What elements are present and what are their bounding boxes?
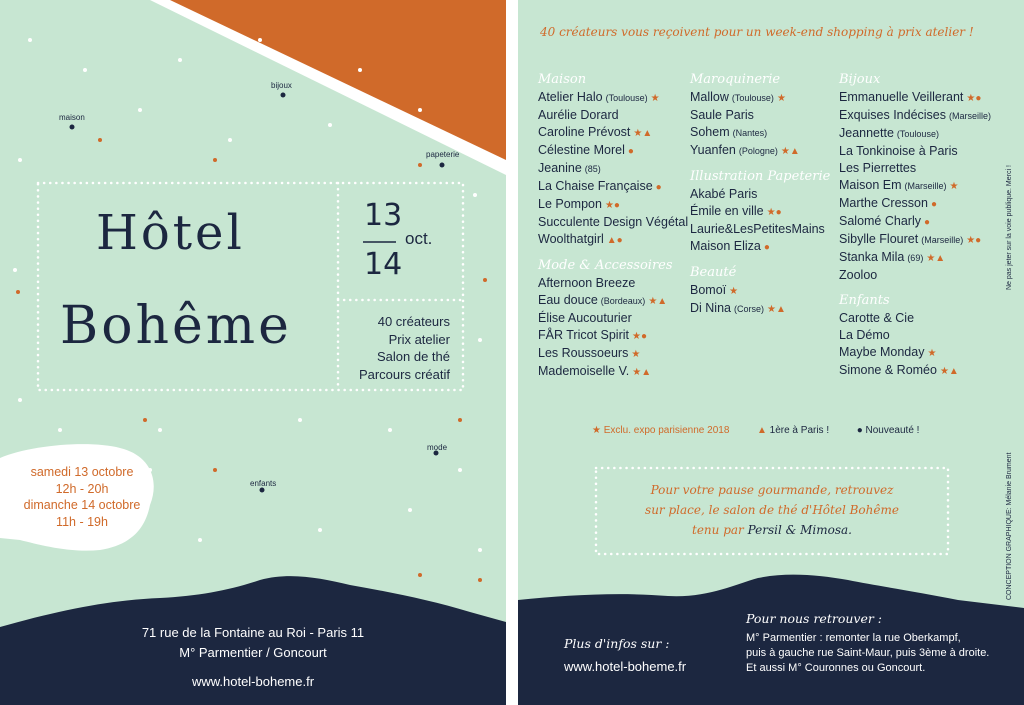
vendor-item: [839, 267, 991, 284]
vendor-name: Carotte & Cie: [839, 311, 915, 325]
category-heading: Beauté: [690, 265, 737, 280]
vendor-item: [690, 238, 830, 256]
vendor-name: Les Roussoeurs: [538, 346, 629, 360]
vendor-badge-icons: ★▲: [926, 253, 946, 264]
vendor-location: (Corse): [734, 304, 765, 314]
vendor-column-1: [538, 72, 688, 381]
vendor-badge-icons: ★▲: [780, 146, 800, 157]
directions-line: puis à gauche rue Saint-Maur, puis 3ème à droite.: [746, 647, 990, 659]
vendor-item: [839, 195, 991, 213]
vendor-badge-icons: ★: [729, 286, 739, 297]
side-notice: Ne pas jeter sur la voie publique. Merci !: [1006, 165, 1013, 290]
vendor-name: Stanka Mila: [839, 250, 905, 264]
vendor-name: Salomé Charly: [839, 214, 921, 228]
legend-dot: ● Nouveauté !: [856, 425, 920, 436]
vendor-item: [839, 362, 991, 380]
vendor-name: Sohem: [690, 125, 730, 139]
vendor-item: [690, 142, 830, 160]
vendor-badge-icons: ●: [923, 217, 931, 228]
features-list: [342, 313, 450, 383]
vendor-name: Jeannette: [839, 126, 894, 140]
vendor-badge-icons: ★▲: [648, 296, 668, 307]
vendor-item: [538, 160, 688, 178]
vendor-name: Di Nina: [690, 301, 731, 315]
vendor-item: [839, 249, 991, 267]
vendor-name: Succulente Design Végétal: [538, 215, 689, 229]
vendor-name: Maison Eliza: [690, 239, 761, 253]
directions-line: Et aussi M° Couronnes ou Goncourt.: [746, 662, 926, 674]
vendor-badge-icons: ▲●: [606, 235, 623, 246]
vendor-badge-icons: ★▲: [767, 304, 786, 315]
map-label-mode: mode: [427, 443, 448, 452]
website-link[interactable]: www.hotel-boheme.fr: [191, 674, 315, 689]
headline: 40 créateurs vous reçoivent pour un week-end shopping à prix atelier !: [540, 25, 974, 39]
find-us-label: Pour nous retrouver :: [746, 611, 883, 626]
vendor-name: Afternoon Breeze: [538, 276, 636, 290]
vendor-item: [839, 89, 991, 107]
vendor-name: Émile en ville: [690, 204, 764, 218]
feature-item: Salon de thé: [376, 349, 450, 364]
vendor-item: [538, 345, 688, 363]
date-month: oct.: [405, 229, 433, 248]
schedule-hours2: 11h - 19h: [56, 514, 108, 529]
category-heading: Bijoux: [839, 72, 881, 87]
vendor-name: Emmanuelle Veillerant: [839, 90, 964, 104]
vendor-name: Mademoiselle V.: [538, 364, 630, 378]
date-day-bottom: 14: [364, 247, 403, 282]
vendor-name: Atelier Halo: [538, 90, 603, 104]
metro-stations: M° Parmentier / Goncourt: [179, 645, 327, 660]
vendor-column-2: [690, 72, 830, 318]
vendor-badge-icons: ★●: [632, 331, 648, 342]
vendor-item: [839, 160, 991, 177]
vendor-name: Élise Aucouturier: [538, 311, 632, 325]
address-block: [0, 623, 506, 663]
vendor-name: Maybe Monday: [839, 345, 925, 359]
legend-triangle: 1ère à Paris !: [769, 425, 830, 436]
feature-item: 40 créateurs: [377, 314, 450, 329]
vendor-badge-icons: ●: [930, 199, 937, 210]
vendor-name: Zooloo: [839, 268, 878, 282]
map-label-maison: maison: [59, 113, 85, 122]
schedule-day1: samedi 13 octobre: [30, 465, 134, 479]
vendor-item: [538, 275, 688, 292]
category-heading: Illustration Papeterie: [690, 169, 831, 184]
date-day-top: 13: [364, 198, 403, 233]
back-website-link[interactable]: www.hotel-boheme.fr: [564, 659, 687, 674]
vendor-item: [839, 125, 991, 143]
vendor-location: (Marseille): [921, 235, 964, 245]
vendor-item: [839, 327, 991, 344]
vendor-badge-icons: ★: [949, 181, 959, 192]
vendor-badge-icons: ★●: [766, 207, 782, 218]
vendor-location: (69): [907, 253, 924, 263]
map-markers: [70, 93, 448, 493]
map-label-enfants: enfants: [250, 479, 277, 488]
legend-triangle-mark: ▲: [756, 425, 767, 436]
more-info-label: Plus d'infos sur :: [564, 636, 670, 651]
vendor-item: [538, 178, 688, 196]
feature-item: Parcours créatif: [358, 366, 450, 382]
vendor-name: Simone & Roméo: [839, 363, 937, 377]
vendor-badge-icons: ●: [627, 146, 634, 157]
vendor-item: [839, 310, 991, 327]
vendor-badge-icons: ★▲: [939, 366, 959, 377]
vendor-location: (Marseille): [949, 111, 992, 121]
design-credit: CONCEPTION GRAPHIQUE: Mélanie Brument: [1006, 452, 1013, 600]
vendor-item: [538, 310, 688, 327]
category-heading: Mode & Accessoires: [538, 258, 673, 273]
directions: [746, 631, 989, 676]
vendor-location: (85): [584, 164, 601, 174]
vendor-name: Maison Em: [839, 178, 902, 192]
category-heading: Maison: [538, 72, 587, 87]
back-panel: [518, 0, 1024, 705]
vendor-location: (Nantes): [732, 128, 768, 138]
event-title-line2: Bohême: [60, 296, 292, 356]
vendor-name: Bomoï: [690, 283, 727, 297]
vendor-item: [538, 196, 688, 214]
vendor-badge-icons: ★●: [966, 93, 982, 104]
vendor-badge-icons: ★▲: [632, 367, 652, 378]
vendor-item: [839, 213, 991, 231]
tea-partner-name: Persil & Mimosa.: [747, 523, 852, 537]
vendor-name: Woolthatgirl: [538, 232, 604, 246]
vendor-item: [538, 142, 688, 160]
vendor-item: [839, 177, 991, 195]
tea-box-line1: Pour votre pause gourmande, retrouvez: [650, 483, 894, 497]
directions-line: M° Parmentier : remonter la rue Oberkampf,: [746, 632, 961, 644]
vendor-item: [690, 203, 830, 221]
vendor-item: [538, 292, 688, 310]
vendor-item: [538, 214, 688, 231]
vendor-item: [690, 300, 830, 318]
vendor-name: Célestine Morel: [538, 143, 625, 157]
vendor-item: [690, 124, 830, 142]
vendor-item: [690, 107, 830, 124]
map-label-bijoux: bijoux: [271, 81, 292, 90]
vendor-badge-icons: ★●: [966, 235, 982, 246]
vendor-item: [538, 231, 688, 249]
schedule-hours1: 12h - 20h: [55, 481, 109, 496]
vendor-item: [690, 221, 830, 238]
vendor-name: La Chaise Française: [538, 179, 653, 193]
vendor-item: [690, 282, 830, 300]
vendor-name: Akabé Paris: [690, 187, 758, 201]
vendor-item: [839, 344, 991, 362]
vendor-badge-icons: ★: [650, 93, 660, 104]
address: 71 rue de la Fontaine au Roi - Paris 11: [141, 625, 365, 640]
vendor-location: (Pologne): [738, 146, 778, 156]
vendor-item: [690, 89, 830, 107]
vendor-column-3: [839, 72, 991, 380]
vendor-badge-icons: ★: [631, 349, 641, 360]
vendor-badge-icons: ★: [927, 348, 937, 359]
legend: [592, 424, 919, 438]
vendor-badge-icons: ●: [655, 182, 662, 193]
vendor-name: Les Pierrettes: [839, 161, 917, 175]
vendor-location: (Toulouse): [731, 93, 774, 103]
vendor-name: Laurie&LesPetitesMains: [690, 222, 825, 236]
vendor-item: [839, 107, 991, 125]
event-title-line1: Hôtel: [96, 205, 245, 261]
vendor-location: (Bordeaux): [600, 296, 646, 306]
vendor-name: Mallow: [690, 90, 729, 104]
vendor-item: [538, 107, 688, 124]
tea-box-line3-prefix: tenu par: [692, 523, 744, 537]
vendor-location: (Toulouse): [896, 129, 939, 139]
vendor-badge-icons: ★: [776, 93, 786, 104]
map-label-papeterie: papeterie: [426, 150, 460, 159]
vendor-name: Exquises Indécises: [839, 108, 947, 122]
schedule-day2: dimanche 14 octobre: [23, 498, 141, 512]
vendor-name: Yuanfen: [690, 143, 736, 157]
vendor-name: Sibylle Flouret: [839, 232, 919, 246]
orange-corner: [170, 0, 506, 160]
category-heading: Maroquinerie: [690, 72, 781, 87]
tea-box-text: [598, 480, 946, 540]
vendor-item: [538, 89, 688, 107]
vendor-name: Le Pompon: [538, 197, 602, 211]
vendor-name: La Démo: [839, 328, 890, 342]
vendor-item: [538, 124, 688, 142]
schedule: [14, 464, 150, 530]
vendor-item: [690, 186, 830, 203]
vendor-location: (Marseille): [904, 181, 947, 191]
legend-star: ★ Exclu. expo parisienne 2018: [592, 425, 730, 436]
vendor-name: FÅR Tricot Spirit: [538, 328, 629, 342]
front-panel: [0, 0, 506, 705]
vendor-badge-icons: ★▲: [633, 128, 653, 139]
vendor-badge-icons: ●: [763, 242, 770, 253]
vendor-item: [538, 363, 688, 381]
vendor-name: Saule Paris: [690, 108, 754, 122]
vendor-name: Marthe Cresson: [839, 196, 928, 210]
vendor-badge-icons: ★●: [604, 200, 620, 211]
vendor-name: Eau douce: [538, 293, 598, 307]
vendor-location: (Toulouse): [605, 93, 648, 103]
vendor-item: [839, 143, 991, 160]
vendor-name: Jeanine: [538, 161, 582, 175]
vendor-item: [538, 327, 688, 345]
vendor-name: Aurélie Dorard: [538, 108, 619, 122]
tea-box-line2: sur place, le salon de thé d'Hôtel Bohême: [645, 503, 899, 517]
vendor-item: [839, 231, 991, 249]
category-heading: Enfants: [839, 293, 890, 308]
feature-item: Prix atelier: [388, 331, 450, 347]
vendor-name: La Tonkinoise à Paris: [839, 144, 958, 158]
vendor-name: Caroline Prévost: [538, 125, 631, 139]
